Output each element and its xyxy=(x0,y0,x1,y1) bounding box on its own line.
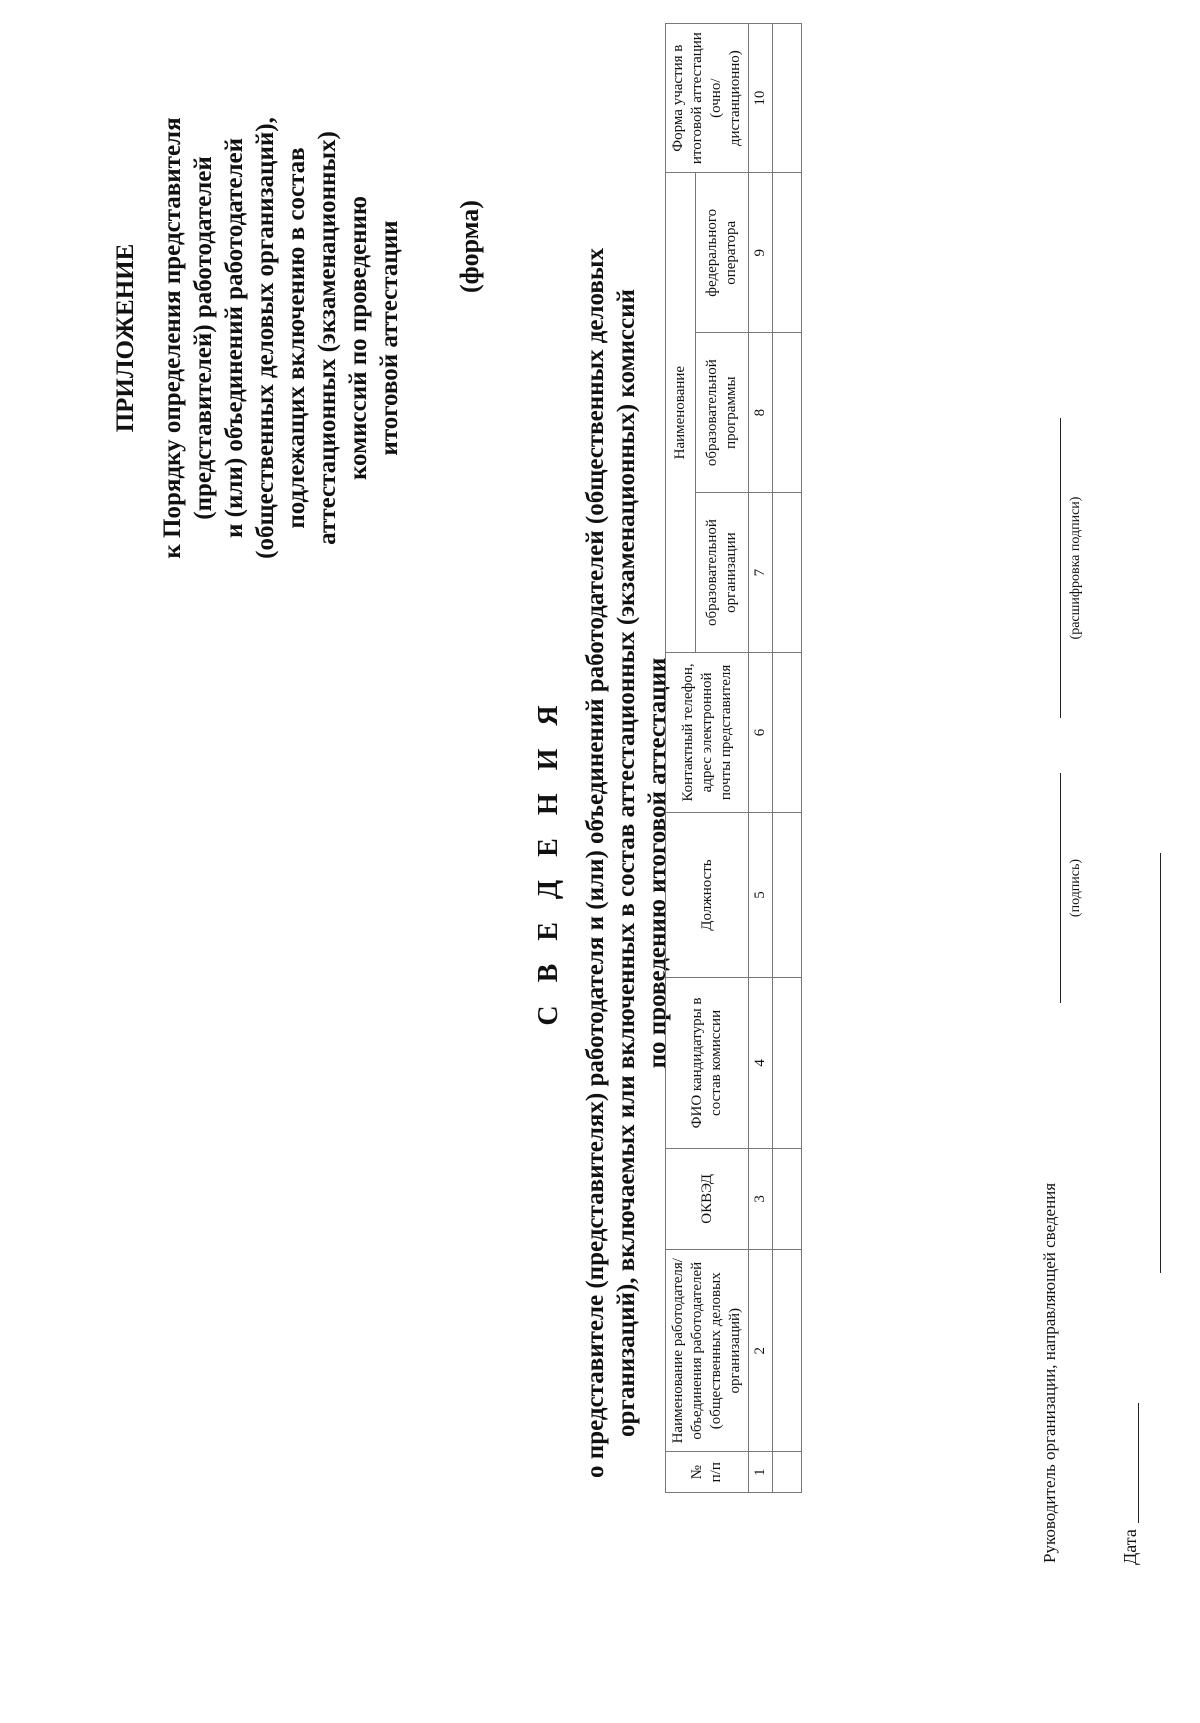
appendix-block xyxy=(110,103,405,573)
column-number: 3 xyxy=(749,1148,773,1249)
col-header-group-name: Наименование xyxy=(666,173,696,653)
col-header-employer: Наименование работодателя/объединения работодателей (общественных деловых организаций) xyxy=(666,1249,749,1452)
column-number: 10 xyxy=(749,24,773,173)
table-header-row xyxy=(666,24,696,1493)
col-header-position: Должность xyxy=(666,812,749,977)
column-number: 8 xyxy=(749,333,773,493)
date-line[interactable] xyxy=(1138,1403,1139,1523)
information-table xyxy=(665,23,802,1493)
col-header-edu-org: образовательной организации xyxy=(696,493,749,653)
appendix-line: (общественных деловых организаций), xyxy=(252,117,279,559)
table-cell[interactable] xyxy=(773,978,802,1149)
subtitle-line: о представителе (представителях) работодателя и (или) объединений работодателей (общественных деловых xyxy=(582,248,609,1478)
appendix-line: к Порядку определения представителя xyxy=(159,117,186,559)
table-cell[interactable] xyxy=(773,493,802,653)
signature-caption: (подпись) xyxy=(1068,858,1083,918)
column-number: 7 xyxy=(749,493,773,653)
col-header-number: № п/п xyxy=(666,1452,749,1493)
appendix-line: и (или) объединений работодателей xyxy=(221,138,248,538)
col-header-operator: федерального оператора xyxy=(696,173,749,333)
col-header-participation: Форма участия в итоговой аттестации (очно/ дистанционно) xyxy=(666,24,749,173)
table-number-row xyxy=(749,24,773,1493)
table-cell[interactable] xyxy=(773,24,802,173)
appendix-line: (представителей) работодателей xyxy=(190,156,217,520)
decode-signature-line[interactable] xyxy=(1060,418,1061,718)
column-number: 1 xyxy=(749,1452,773,1493)
appendix-heading: ПРИЛОЖЕНИЕ xyxy=(112,243,139,433)
form-label: (форма) xyxy=(455,200,484,293)
col-header-okved: ОКВЭД xyxy=(666,1148,749,1249)
table-cell[interactable] xyxy=(773,1249,802,1452)
table-empty-row[interactable] xyxy=(773,24,802,1493)
table-cell[interactable] xyxy=(773,653,802,813)
appendix-line: аттестационных (экзаменационных) xyxy=(314,131,341,545)
appendix-line: комиссий по проведению xyxy=(345,195,372,481)
col-header-candidate: ФИО кандидатуры в состав комиссии xyxy=(666,978,749,1149)
signature-line[interactable] xyxy=(1060,773,1061,1003)
signer-label: Руководитель организации, направляющей сведения xyxy=(1040,1182,1059,1563)
column-number: 4 xyxy=(749,978,773,1149)
table-cell[interactable] xyxy=(773,173,802,333)
column-number: 6 xyxy=(749,653,773,813)
column-number: 5 xyxy=(749,812,773,977)
decode-signature-caption: (расшифровка подписи) xyxy=(1068,496,1083,640)
column-number: 9 xyxy=(749,173,773,333)
subtitle-line: по проведению итоговой аттестации xyxy=(644,657,671,1069)
subtitle-line: организаций), включаемых или включенных в состав аттестационных (экзаменационных) комиссий xyxy=(613,289,640,1437)
table-cell[interactable] xyxy=(773,1148,802,1249)
document-subtitle xyxy=(580,103,673,1623)
appendix-line: подлежащих включению в состав xyxy=(283,147,310,529)
table-cell[interactable] xyxy=(773,812,802,977)
table-cell[interactable] xyxy=(773,333,802,493)
appendix-line: итоговой аттестации xyxy=(376,220,403,456)
col-header-contacts: Контактный телефон, адрес электронной почты представителя xyxy=(666,653,749,813)
date-label: Дата xyxy=(1120,1529,1140,1565)
table-cell[interactable] xyxy=(773,1452,802,1493)
document-title: С В Е Д Е Н И Я xyxy=(533,697,564,1026)
bottom-line xyxy=(1160,853,1161,1273)
col-header-edu-program: образовательной программы xyxy=(696,333,749,493)
column-number: 2 xyxy=(749,1249,773,1452)
